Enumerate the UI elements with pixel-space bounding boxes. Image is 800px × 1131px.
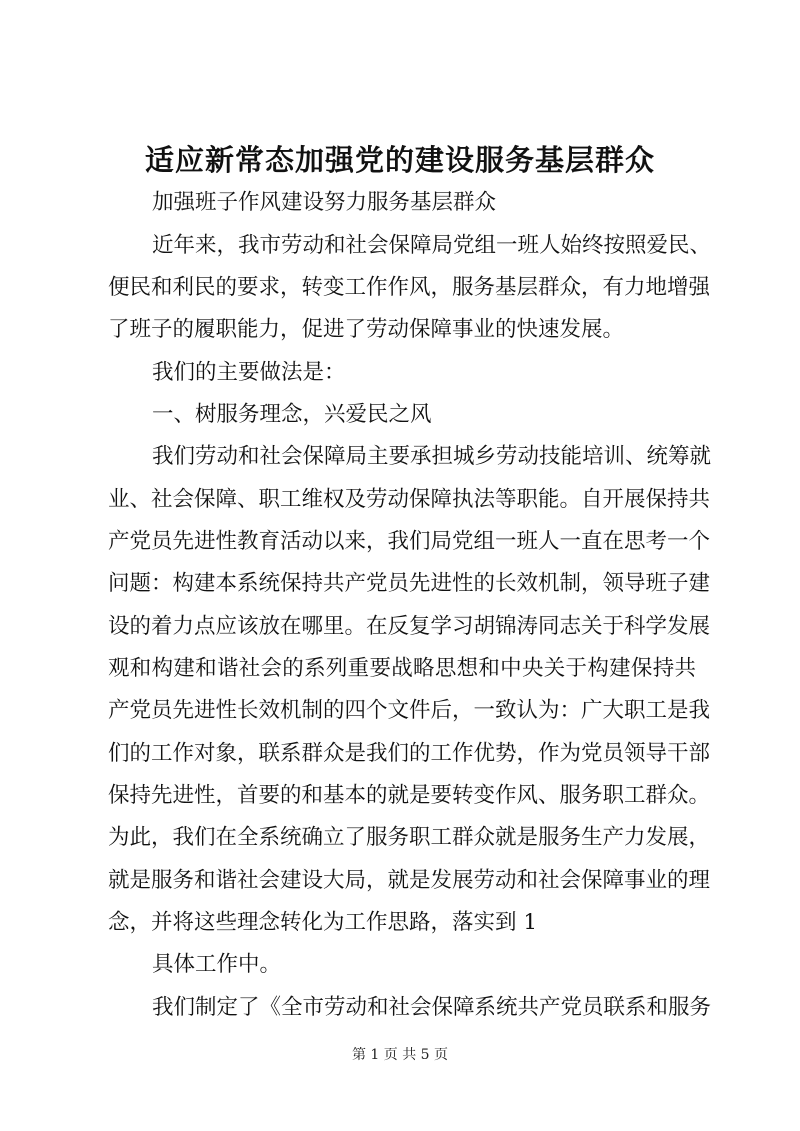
page-number: 第 1 页 共 5 页 bbox=[351, 1047, 449, 1063]
paragraph-line: 便民和利民的要求，转变工作作风，服务基层群众，有力地增强 bbox=[108, 275, 711, 300]
paragraph-line: 念，并将这些理念转化为工作思路，落实到 1 bbox=[108, 910, 538, 935]
paragraph-line: 观和构建和谐社会的系列重要战略思想和中央关于构建保持共 bbox=[108, 656, 696, 681]
paragraph-line: 我们制定了《全市劳动和社会保障系统共产党员联系和服务 bbox=[152, 995, 712, 1020]
subtitle: 加强班子作风建设努力服务基层群众 bbox=[152, 190, 497, 215]
document-title: 适应新常态加强党的建设服务基层群众 bbox=[144, 143, 655, 177]
paragraph-line: 近年来，我市劳动和社会保障局党组一班人始终按照爱民、 bbox=[152, 233, 712, 258]
paragraph-line: 具体工作中。 bbox=[152, 952, 282, 977]
paragraph-line: 产党员先进性教育活动以来，我们局党组一班人一直在思考一个 bbox=[108, 529, 711, 554]
paragraph-line: 设的着力点应该放在哪里。在反复学习胡锦涛同志关于科学发展 bbox=[108, 614, 711, 639]
paragraph-line: 产党员先进性长效机制的四个文件后，一致认为：广大职工是我 bbox=[108, 698, 711, 723]
paragraph-line: 为此，我们在全系统确立了服务职工群众就是服务生产力发展， bbox=[108, 825, 711, 850]
paragraph-line: 了班子的履职能力，促进了劳动保障事业的快速发展。 bbox=[108, 317, 625, 342]
paragraph-line: 我们劳动和社会保障局主要承担城乡劳动技能培训、统筹就 bbox=[152, 444, 712, 469]
paragraph-line: 问题：构建本系统保持共产党员先进性的长效机制，领导班子建 bbox=[108, 571, 711, 596]
paragraph-line: 保持先进性，首要的和基本的就是要转变作风、服务职工群众。 bbox=[108, 783, 711, 808]
section-heading: 一、树服务理念，兴爱民之风 bbox=[152, 402, 432, 427]
paragraph-line: 我们的主要做法是： bbox=[152, 360, 346, 385]
paragraph-line: 业、社会保障、职工维权及劳动保障执法等职能。自开展保持共 bbox=[108, 487, 711, 512]
paragraph-line: 们的工作对象，联系群众是我们的工作优势，作为党员领导干部 bbox=[108, 741, 711, 766]
paragraph-line: 就是服务和谐社会建设大局，就是发展劳动和社会保障事业的理 bbox=[108, 868, 711, 893]
